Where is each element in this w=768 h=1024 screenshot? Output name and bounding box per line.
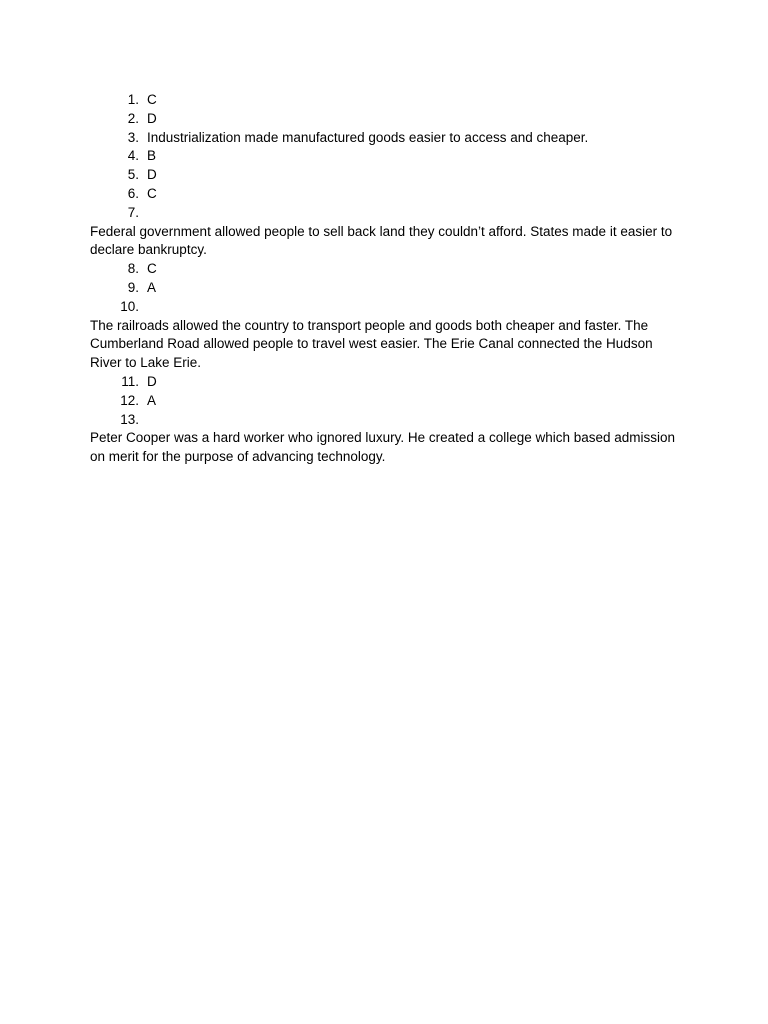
item-answer: A bbox=[147, 279, 157, 295]
item-answer bbox=[139, 204, 147, 223]
item-answer: D bbox=[147, 110, 157, 126]
item-number: 2. bbox=[127, 110, 139, 126]
answer-paragraph: Peter Cooper was a hard worker who ignored luxury. He created a college which based admission on merit for the purpose of advancing technology. bbox=[90, 430, 676, 465]
item-number: 9. bbox=[127, 279, 139, 295]
item-number: 13. bbox=[120, 411, 139, 427]
item-answer bbox=[139, 298, 147, 317]
list-item bbox=[90, 110, 680, 129]
item-number: 6. bbox=[127, 185, 139, 201]
item-number: 10. bbox=[120, 298, 139, 314]
item-answer: A bbox=[147, 392, 157, 408]
list-item bbox=[90, 166, 680, 185]
item-answer: C bbox=[147, 261, 157, 277]
item-number: 5. bbox=[127, 167, 139, 183]
item-number: 1. bbox=[127, 92, 139, 107]
list-item bbox=[90, 392, 680, 411]
list-item bbox=[90, 129, 680, 148]
item-number: 8. bbox=[127, 261, 139, 277]
item-answer: D bbox=[147, 167, 157, 183]
list-item bbox=[90, 260, 680, 279]
item-number: 3. bbox=[127, 129, 139, 145]
list-item bbox=[90, 373, 680, 392]
item-number: 12. bbox=[120, 392, 139, 408]
list-item bbox=[90, 279, 680, 298]
item-answer bbox=[139, 411, 147, 430]
item-number: 7. bbox=[127, 204, 139, 220]
item-answer: Industrialization made manufactured goods easier to access and cheaper. bbox=[147, 129, 589, 145]
list-item bbox=[90, 411, 680, 430]
list-item bbox=[90, 298, 680, 317]
item-answer: C bbox=[147, 185, 157, 201]
item-answer: C bbox=[147, 92, 157, 107]
list-item bbox=[90, 147, 680, 166]
item-answer: B bbox=[147, 148, 157, 164]
list-item bbox=[90, 204, 680, 223]
list-item bbox=[90, 91, 680, 110]
item-number: 4. bbox=[127, 148, 139, 164]
item-answer: D bbox=[147, 373, 157, 389]
item-number: 11. bbox=[121, 373, 139, 389]
list-item bbox=[90, 185, 680, 204]
answer-paragraph: The railroads allowed the country to transport people and goods both cheaper and faster. The Cumberland Road allowed people to travel west easier. The Erie Canal connected the Hudson River to Lake Erie. bbox=[90, 317, 653, 371]
answer-paragraph: Federal government allowed people to sell back land they couldn’t afford. States made it easier to declare bankruptcy. bbox=[90, 223, 673, 258]
answer-document bbox=[90, 91, 680, 467]
